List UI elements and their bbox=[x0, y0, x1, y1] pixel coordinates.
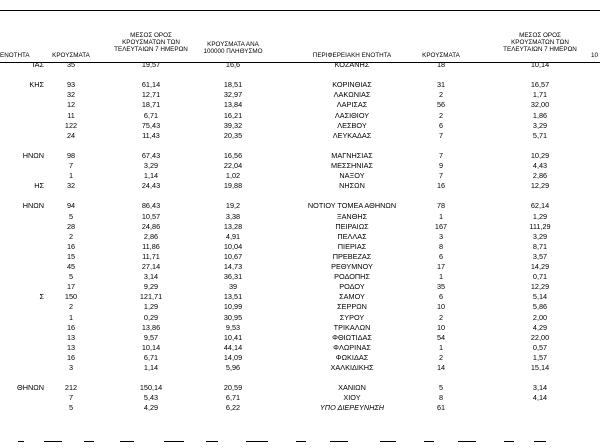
right-region-cell: ΡΟΔΟΥ bbox=[339, 282, 365, 292]
left-cases-cell: 93 bbox=[66, 80, 76, 90]
left-cases-cell: 17 bbox=[66, 282, 76, 292]
right-cases-cell: 9 bbox=[438, 161, 444, 170]
left-avg-cell: 1,14 bbox=[143, 171, 159, 181]
left-avg-cell: 0,29 bbox=[143, 312, 159, 322]
left-cases-cell: 11 bbox=[67, 110, 75, 120]
right-region-cell: ΦΘΙΩΤΙΔΑΣ bbox=[332, 332, 372, 342]
header-per100k-line: ΚΡΟΥΣΜΑΤΑ ΑΝΑ bbox=[207, 41, 259, 48]
right-avg-cell: 10,14 bbox=[530, 60, 550, 69]
left-avg-cell: 2,86 bbox=[143, 231, 159, 241]
header-right-cases: ΚΡΟΥΣΜΑΤΑ bbox=[422, 52, 460, 59]
right-region-cell: ΧΑΛΚΙΔΙΚΗΣ bbox=[330, 363, 374, 372]
left-cases-cell: 1 bbox=[68, 171, 74, 181]
left-cases-cell: 13 bbox=[66, 332, 76, 342]
right-avg-cell: 15,14 bbox=[530, 363, 550, 372]
right-region-cell: ΤΡΙΚΑΛΩΝ bbox=[333, 322, 371, 332]
left-cases-cell: 5 bbox=[68, 403, 74, 413]
header-left-avg-line: ΜΕΣΟΣ ΟΡΟΣ bbox=[130, 32, 172, 39]
right-avg-cell: 1,29 bbox=[532, 211, 548, 221]
right-cases-cell: 35 bbox=[436, 282, 446, 292]
left-avg-cell: 9,57 bbox=[143, 332, 159, 342]
right-region-cell: ΡΟΔΟΠΗΣ bbox=[334, 272, 370, 282]
right-avg-cell: 2,86 bbox=[532, 171, 548, 181]
left-cases-cell: 15 bbox=[66, 251, 76, 261]
right-avg-cell: 8,71 bbox=[532, 241, 548, 251]
right-cases-cell: 1 bbox=[438, 342, 444, 352]
per100k-cell: 18,51 bbox=[223, 80, 243, 90]
per100k-cell: 20,59 bbox=[223, 383, 243, 393]
right-region-cell: ΦΩΚΙΔΑΣ bbox=[335, 352, 369, 362]
left-avg-cell: 10,57 bbox=[141, 211, 161, 221]
per100k-cell: 13,84 bbox=[223, 100, 243, 110]
right-region-cell: ΠΕΙΡΑΙΩΣ bbox=[335, 221, 369, 231]
right-avg-cell: 1,71 bbox=[532, 90, 548, 100]
left-cases-cell: 32 bbox=[66, 181, 76, 191]
right-cases-cell: 2 bbox=[438, 312, 444, 322]
left-region-cell: Σ bbox=[39, 292, 44, 302]
per100k-cell: 13,28 bbox=[223, 221, 243, 231]
right-cases-cell: 5 bbox=[438, 383, 444, 393]
left-avg-cell: 150,14 bbox=[139, 383, 163, 393]
top-border bbox=[0, 10, 600, 11]
right-region-cell: ΧΑΝΙΩΝ bbox=[338, 383, 366, 393]
right-region-cell: ΝΑΞΟΥ bbox=[339, 171, 365, 181]
right-region-cell: ΠΙΕΡΙΑΣ bbox=[337, 241, 367, 251]
per100k-cell: 22,04 bbox=[223, 161, 243, 170]
right-avg-cell: 32,00 bbox=[530, 100, 550, 110]
per100k-cell: 5,96 bbox=[225, 363, 241, 372]
right-avg-cell: 1,57 bbox=[532, 352, 548, 362]
right-cases-cell: 61 bbox=[436, 403, 446, 413]
left-cases-cell: 45 bbox=[66, 262, 76, 271]
left-region-cell: ΘΗΝΩΝ bbox=[17, 383, 44, 393]
right-avg-cell: 3,57 bbox=[532, 251, 548, 261]
right-region-cell: ΝΗΣΩΝ bbox=[339, 181, 365, 191]
left-avg-cell: 12,71 bbox=[141, 90, 161, 100]
left-cases-cell: 2 bbox=[68, 231, 74, 241]
header-left-cases: ΚΡΟΥΣΜΑΤΑ bbox=[52, 52, 90, 59]
per100k-cell: 20,35 bbox=[223, 130, 243, 140]
right-cases-cell: 10 bbox=[436, 322, 446, 332]
right-region-cell: ΜΑΓΝΗΣΙΑΣ bbox=[331, 150, 373, 160]
left-avg-cell: 67,43 bbox=[141, 150, 161, 160]
right-cases-cell: 167 bbox=[434, 221, 448, 231]
right-avg-cell: 5,14 bbox=[532, 292, 548, 302]
header-per100k-line: 100000 ΠΛΗΘΥΣΜΟ bbox=[203, 48, 263, 55]
right-avg-cell: 0,57 bbox=[532, 342, 548, 352]
header-underline bbox=[0, 62, 600, 63]
per100k-cell: 39,32 bbox=[223, 120, 243, 130]
right-region-cell: ΠΕΛΛΑΣ bbox=[337, 231, 367, 241]
left-cases-cell: 7 bbox=[68, 393, 74, 403]
right-avg-cell: 14,29 bbox=[530, 262, 550, 271]
right-region-cell: ΞΑΝΘΗΣ bbox=[336, 211, 368, 221]
right-cases-cell: 7 bbox=[438, 150, 444, 160]
left-region-cell: ΗΝΩΝ bbox=[22, 201, 44, 211]
header-right-edge: 10 bbox=[591, 52, 599, 59]
right-region-cell: ΚΟΡΙΝΘΙΑΣ bbox=[332, 80, 372, 90]
left-avg-cell: 75,43 bbox=[141, 120, 161, 130]
per100k-cell: 13,51 bbox=[223, 292, 243, 302]
left-cases-cell: 16 bbox=[66, 322, 76, 332]
right-avg-cell: 3,29 bbox=[532, 120, 548, 130]
left-cases-cell: 1 bbox=[68, 312, 74, 322]
right-region-cell: ΚΟΖΑΝΗΣ bbox=[334, 60, 370, 69]
right-cases-cell: 1 bbox=[438, 211, 444, 221]
left-avg-cell: 11,71 bbox=[142, 251, 160, 261]
right-region-cell: ΧΙΟΥ bbox=[343, 393, 361, 403]
right-cases-cell: 31 bbox=[436, 80, 446, 90]
left-cases-cell: 12 bbox=[66, 100, 76, 110]
left-cases-cell: 32 bbox=[66, 90, 76, 100]
per100k-cell: 39 bbox=[228, 282, 238, 292]
right-cases-cell: 54 bbox=[436, 332, 446, 342]
right-region-cell: ΜΕΣΣΗΝΙΑΣ bbox=[331, 161, 373, 170]
right-cases-cell: 16 bbox=[436, 181, 446, 191]
right-cases-cell: 17 bbox=[436, 262, 446, 271]
per100k-cell: 6,22 bbox=[225, 403, 241, 413]
left-cases-cell: 16 bbox=[66, 352, 76, 362]
header-right-avg bbox=[503, 32, 577, 53]
right-avg-cell: 3,14 bbox=[532, 383, 548, 393]
right-avg-cell: 12,29 bbox=[530, 282, 550, 292]
left-cases-cell: 94 bbox=[66, 201, 76, 211]
left-cases-cell: 3 bbox=[68, 363, 74, 372]
per100k-cell: 1,02 bbox=[225, 171, 241, 181]
per100k-cell: 10,04 bbox=[223, 241, 243, 251]
left-cases-cell: 13 bbox=[66, 342, 76, 352]
right-avg-cell: 4,29 bbox=[532, 322, 548, 332]
right-region-cell: ΣΑΜΟΥ bbox=[339, 292, 365, 302]
left-avg-cell: 61,14 bbox=[141, 80, 161, 90]
left-cases-cell: 5 bbox=[68, 272, 74, 282]
left-avg-cell: 9,29 bbox=[143, 282, 159, 292]
left-avg-cell: 3,14 bbox=[143, 272, 159, 282]
right-region-cell: ΛΑΚΩΝΙΑΣ bbox=[333, 90, 371, 100]
left-avg-cell: 11,43 bbox=[142, 130, 160, 140]
right-cases-cell: 2 bbox=[438, 90, 444, 100]
per100k-cell: 30,95 bbox=[223, 312, 243, 322]
left-avg-cell: 27,14 bbox=[141, 262, 161, 271]
left-cases-cell: 7 bbox=[68, 161, 74, 170]
per100k-cell: 16,56 bbox=[223, 150, 243, 160]
left-avg-cell: 3,29 bbox=[143, 161, 159, 170]
right-cases-cell: 14 bbox=[436, 363, 446, 372]
left-cases-cell: 5 bbox=[68, 211, 74, 221]
right-region-cell: ΦΛΩΡΙΝΑΣ bbox=[333, 342, 371, 352]
left-avg-cell: 121,71 bbox=[139, 292, 163, 302]
right-region-cell: ΛΑΡΙΣΑΣ bbox=[336, 100, 368, 110]
right-avg-cell: 22,00 bbox=[530, 332, 550, 342]
left-avg-cell: 5,43 bbox=[143, 393, 159, 403]
right-cases-cell: 56 bbox=[436, 100, 446, 110]
header-right-avg-line: ΜΕΣΟΣ ΟΡΟΣ bbox=[519, 32, 561, 39]
per100k-cell: 6,71 bbox=[225, 393, 241, 403]
left-cases-cell: 16 bbox=[66, 241, 76, 251]
right-avg-cell: 2,00 bbox=[532, 312, 548, 322]
per100k-cell: 10,67 bbox=[223, 251, 243, 261]
right-avg-cell: 4,14 bbox=[532, 393, 548, 403]
header-left-avg-line: ΤΕΛΕΥΤΑΙΩΝ 7 ΗΜΕΡΩΝ bbox=[114, 46, 188, 53]
right-region-cell: ΛΑΣΙΘΙΟΥ bbox=[334, 110, 370, 120]
right-region-cell: ΛΕΣΒΟΥ bbox=[337, 120, 367, 130]
right-region-cell: ΥΠΟ ΔΙΕΡΕΥΝΗΣΗ bbox=[319, 403, 385, 413]
footer-strip bbox=[0, 437, 600, 448]
right-region-cell: ΣΥΡΟΥ bbox=[339, 312, 365, 322]
left-cases-cell: 150 bbox=[64, 292, 78, 302]
left-avg-cell: 6,71 bbox=[143, 110, 159, 120]
per100k-cell: 44,14 bbox=[223, 342, 243, 352]
left-avg-cell: 4,29 bbox=[143, 403, 159, 413]
right-avg-cell: 3,29 bbox=[532, 231, 548, 241]
left-avg-cell: 19,57 bbox=[141, 60, 161, 69]
per100k-cell: 16,21 bbox=[223, 110, 243, 120]
left-cases-cell: 98 bbox=[66, 150, 76, 160]
per100k-cell: 3,38 bbox=[225, 211, 241, 221]
left-avg-cell: 24,43 bbox=[141, 181, 161, 191]
left-region-cell: ΗΣ bbox=[34, 181, 44, 191]
right-avg-cell: 10,29 bbox=[530, 150, 550, 160]
right-avg-cell: 16,57 bbox=[530, 80, 550, 90]
right-avg-cell: 0,71 bbox=[532, 272, 548, 282]
left-avg-cell: 6,71 bbox=[143, 352, 159, 362]
per100k-cell: 32,97 bbox=[223, 90, 243, 100]
per100k-cell: 19,88 bbox=[223, 181, 243, 191]
left-region-cell: ΚΗΣ bbox=[29, 80, 44, 90]
right-avg-cell: 12,29 bbox=[530, 181, 550, 191]
left-cases-cell: 24 bbox=[66, 130, 76, 140]
left-cases-cell: 2 bbox=[68, 302, 74, 312]
right-region-cell: ΡΕΘΥΜΝΟΥ bbox=[331, 262, 373, 271]
right-cases-cell: 7 bbox=[438, 130, 444, 140]
header-right-region: ΠΕΡΙΦΕΡΕΙΑΚΗ ΕΝΟΤΗΤΑ bbox=[312, 52, 392, 59]
right-cases-cell: 6 bbox=[438, 251, 444, 261]
header-left-avg-line: ΚΡΟΥΣΜΑΤΩΝ ΤΩΝ bbox=[122, 39, 180, 46]
left-avg-cell: 86,43 bbox=[141, 201, 161, 211]
per100k-cell: 9,53 bbox=[225, 322, 241, 332]
right-cases-cell: 2 bbox=[438, 110, 444, 120]
left-region-cell: ΙΑΣ bbox=[32, 60, 44, 69]
left-avg-cell: 10,14 bbox=[141, 342, 161, 352]
left-cases-cell: 28 bbox=[66, 221, 76, 231]
left-avg-cell: 1,14 bbox=[143, 363, 159, 372]
header-left-avg bbox=[114, 32, 188, 53]
right-avg-cell: 5,86 bbox=[532, 302, 548, 312]
right-region-cell: ΛΕΥΚΑΔΑΣ bbox=[332, 130, 372, 140]
right-cases-cell: 2 bbox=[438, 352, 444, 362]
right-cases-cell: 10 bbox=[436, 302, 446, 312]
right-avg-cell: 1,86 bbox=[532, 110, 548, 120]
right-cases-cell: 8 bbox=[438, 241, 444, 251]
right-region-cell: ΠΡΕΒΕΖΑΣ bbox=[332, 251, 372, 261]
header-right-avg-line: ΚΡΟΥΣΜΑΤΩΝ ΤΩΝ bbox=[511, 39, 569, 46]
right-cases-cell: 6 bbox=[438, 292, 444, 302]
per100k-cell: 14,09 bbox=[223, 352, 243, 362]
right-region-cell: ΝΟΤΙΟΥ ΤΟΜΕΑ ΑΘΗΝΩΝ bbox=[307, 201, 397, 211]
left-cases-cell: 212 bbox=[64, 383, 78, 393]
right-cases-cell: 7 bbox=[438, 171, 444, 181]
right-cases-cell: 1 bbox=[438, 272, 444, 282]
left-region-cell: ΗΝΩΝ bbox=[22, 150, 44, 160]
per100k-cell: 14,73 bbox=[223, 262, 243, 271]
header-per100k bbox=[204, 41, 263, 55]
per100k-cell: 4,91 bbox=[225, 231, 241, 241]
right-cases-cell: 78 bbox=[436, 201, 446, 211]
left-cases-cell: 122 bbox=[64, 120, 78, 130]
right-cases-cell: 3 bbox=[438, 231, 444, 241]
right-avg-cell: 5,71 bbox=[532, 130, 548, 140]
left-cases-cell: 35 bbox=[66, 60, 76, 69]
right-avg-cell: 4,43 bbox=[532, 161, 548, 170]
right-cases-cell: 6 bbox=[438, 120, 444, 130]
right-cases-cell: 18 bbox=[436, 60, 446, 69]
right-avg-cell: 111,29 bbox=[529, 221, 551, 231]
header-left-region: ΕΝΟΤΗΤΑ bbox=[0, 52, 30, 59]
per100k-cell: 19,2 bbox=[225, 201, 241, 211]
left-avg-cell: 13,86 bbox=[141, 322, 161, 332]
per100k-cell: 36,31 bbox=[223, 272, 243, 282]
left-avg-cell: 24,86 bbox=[141, 221, 161, 231]
right-region-cell: ΣΕΡΡΩΝ bbox=[337, 302, 367, 312]
per100k-cell: 10,41 bbox=[223, 332, 243, 342]
per100k-cell: 16,6 bbox=[225, 60, 241, 69]
left-avg-cell: 1,29 bbox=[143, 302, 159, 312]
left-avg-cell: 11,86 bbox=[142, 241, 160, 251]
header-right-avg-line: ΤΕΛΕΥΤΑΙΩΝ 7 ΗΜΕΡΩΝ bbox=[503, 46, 577, 53]
left-avg-cell: 18,71 bbox=[141, 100, 161, 110]
right-cases-cell: 8 bbox=[438, 393, 444, 403]
right-avg-cell: 62,14 bbox=[530, 201, 550, 211]
per100k-cell: 10,99 bbox=[223, 302, 243, 312]
